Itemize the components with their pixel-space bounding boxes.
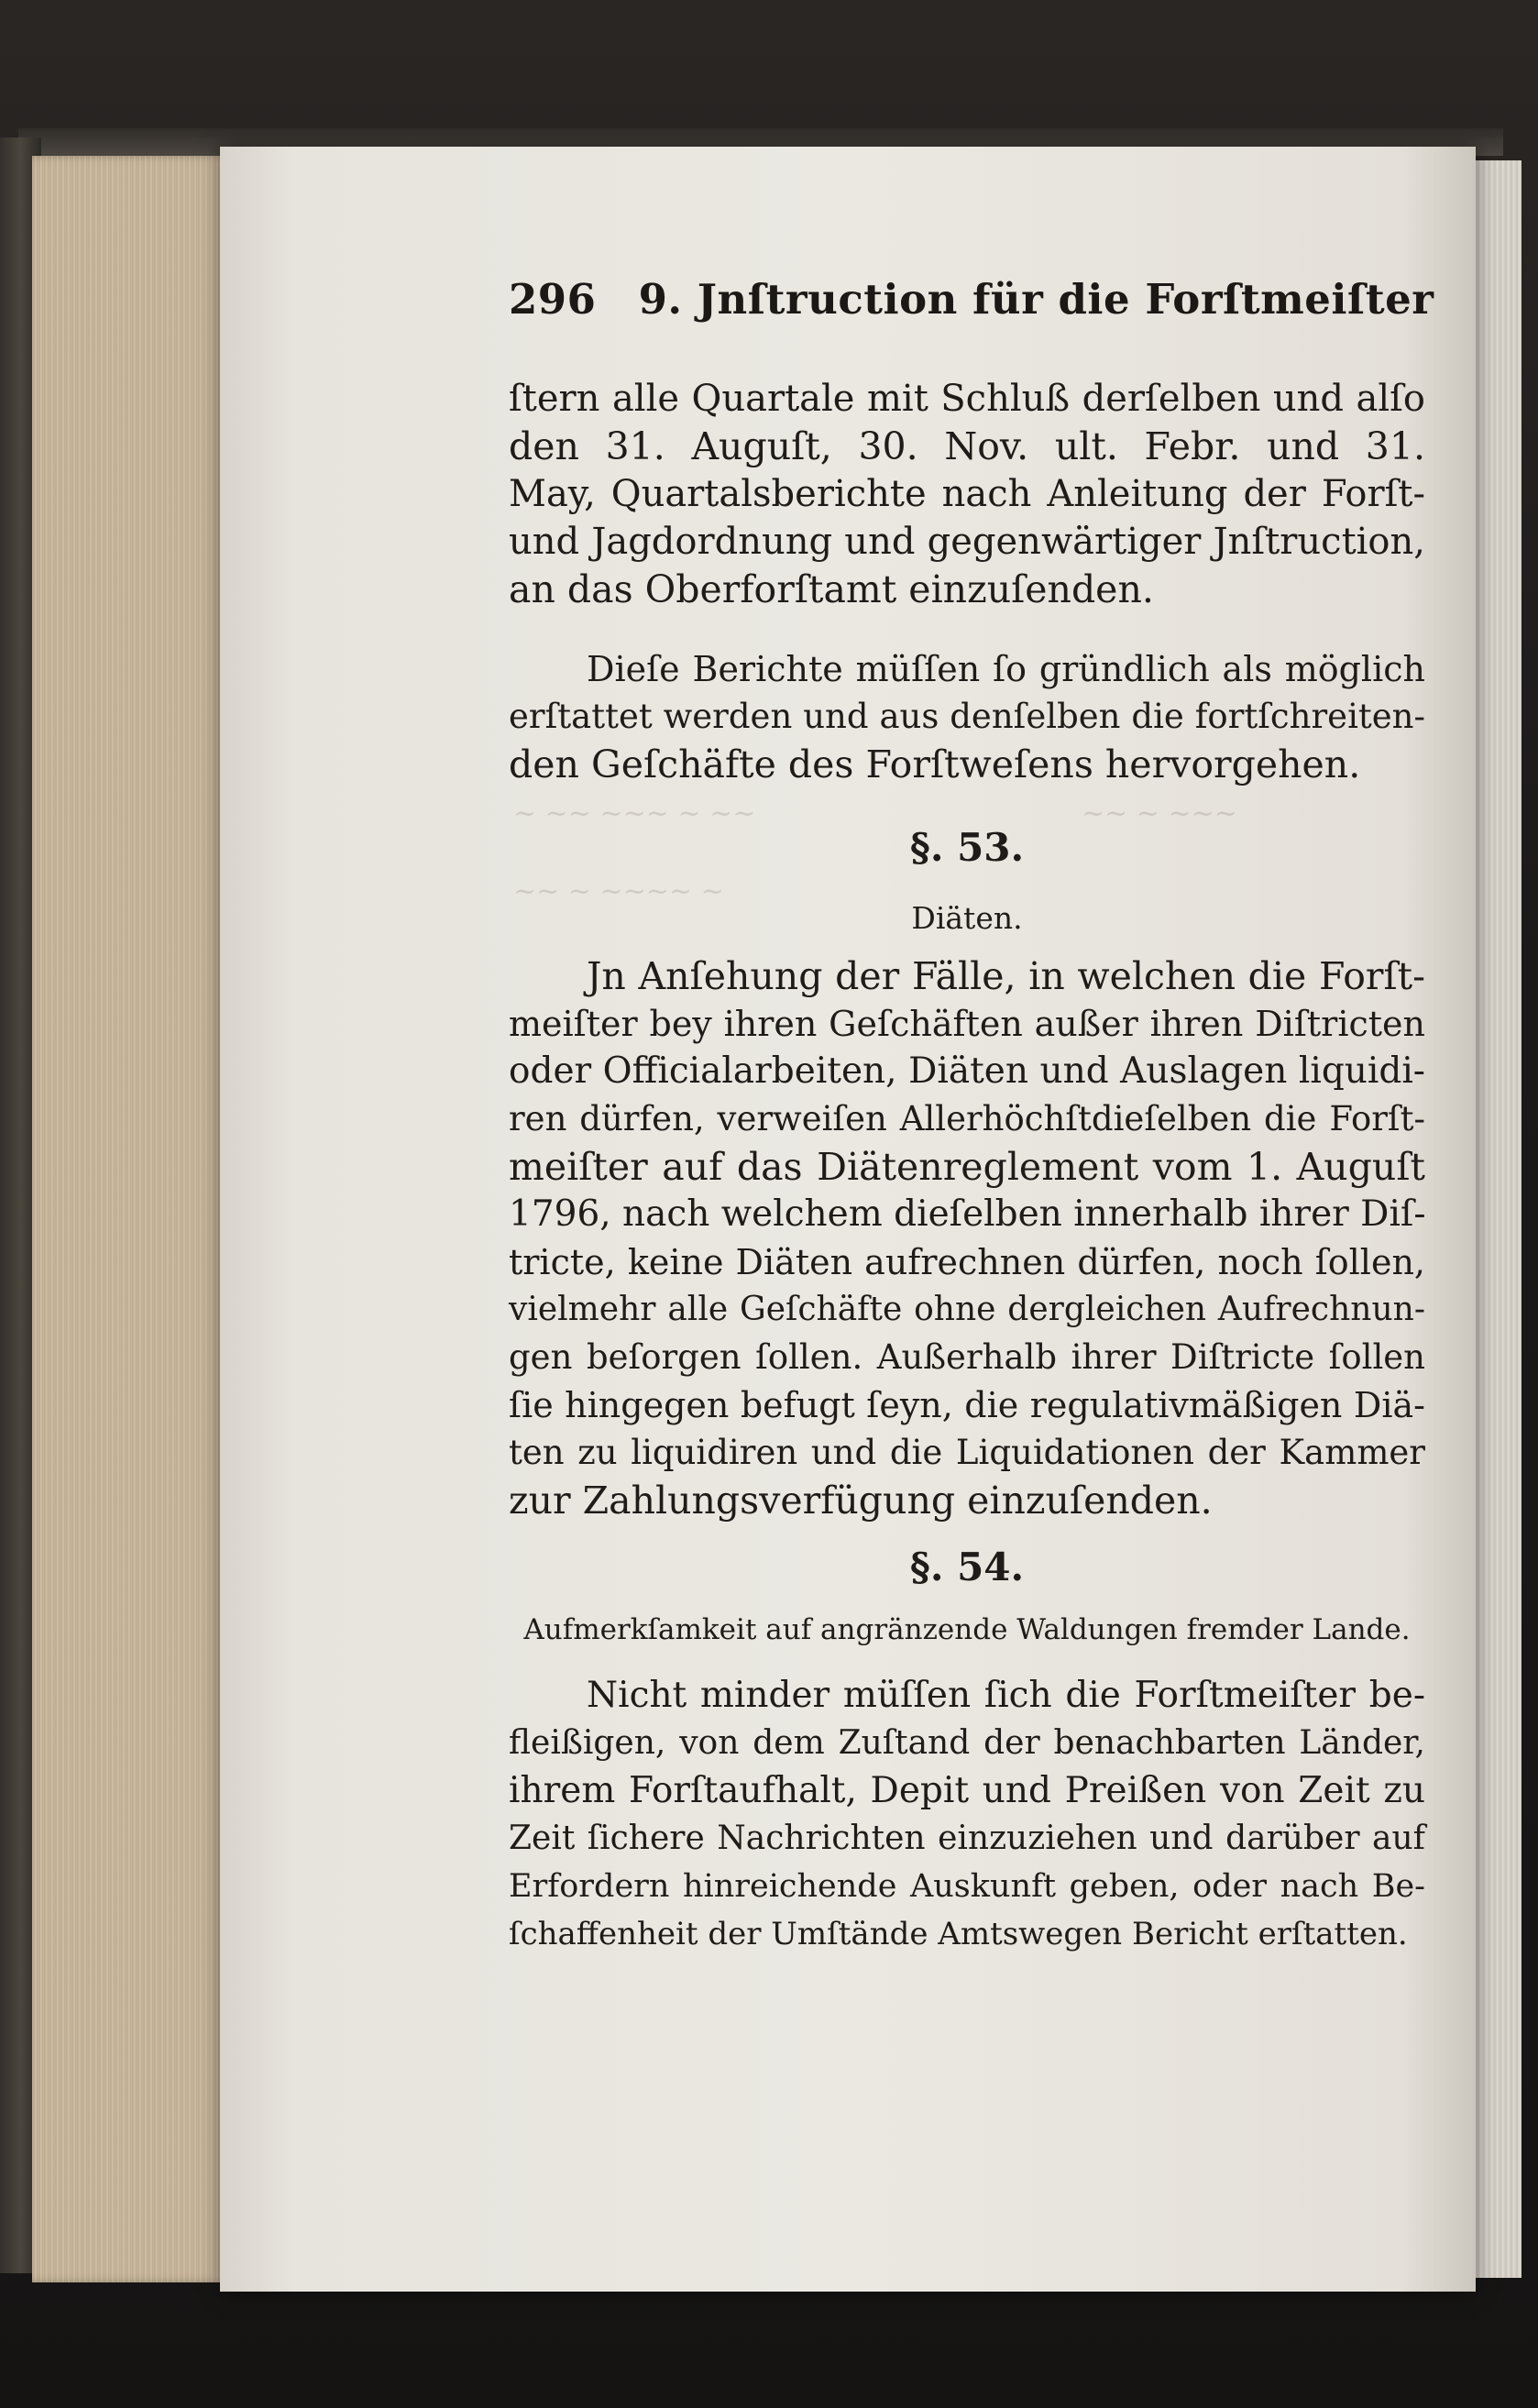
section-53-number: §. 53. — [909, 825, 1025, 870]
facing-page-edges — [1476, 160, 1522, 2278]
bleed-through-mark: ~~ ~ ~~~ — [1082, 797, 1237, 830]
section-54-line: ihrem Forſtaufhalt, Depit und Preißen von Zeit zu — [509, 1770, 1425, 1811]
section-53-line: zur Zahlungsverfügung einzuſenden. — [509, 1479, 1213, 1523]
page-number: 296 — [509, 275, 597, 324]
section-53-line: vielmehr alle Geſchäfte ohne dergleichen Aufrechnun- — [509, 1291, 1425, 1328]
section-53-line: ten zu liquidiren und die Liquidationen der Kammer — [509, 1433, 1425, 1472]
section-53-line: Jn Anſehung der Fälle, in welchen die Forſt- — [587, 954, 1425, 998]
section-54-line: Nicht minder müſſen ſich die Forſtmeiſter be- — [587, 1675, 1425, 1716]
section-53-line: meiſter bey ihren Geſchäften außer ihren Diſtricten — [509, 1004, 1425, 1044]
paragraph-1-line: May, Quartalsberichte nach Anleitung der Forſt- — [509, 473, 1425, 515]
section-53-line: ſie hingegen befugt ſeyn, die regulativmäßigen Diä- — [509, 1385, 1425, 1425]
paragraph-2-line: den Geſchäfte des Forſtweſens hervorgehen. — [509, 742, 1361, 786]
section-53-line: gen beſorgen ſollen. Außerhalb ihrer Diſtricte ſollen — [509, 1337, 1425, 1377]
bleed-through-mark: ~~ ~ ~~~~ ~ — [513, 875, 724, 907]
section-54-line: fleißigen, von dem Zuſtand der benachbarten Länder, — [509, 1724, 1425, 1762]
section-54-line: Zeit ſichere Nachrichten einzuziehen und darüber auf — [509, 1820, 1425, 1857]
paragraph-2-line: erſtattet werden und aus denſelben die fortſchreiten- — [509, 697, 1425, 736]
section-54-line: ſchaffenheit der Umſtände Amtswegen Bericht erſtatten. — [509, 1916, 1408, 1952]
paragraph-1-line: ſtern alle Quartale mit Schluß derſelben und alſo — [509, 378, 1425, 420]
section-54-line: Erfordern hinreichende Auskunft geben, oder nach Be- — [509, 1868, 1425, 1905]
running-head — [509, 275, 1434, 348]
section-53-line: oder Officialarbeiten, Diäten und Auslagen liquidi- — [509, 1050, 1425, 1092]
paragraph-2-line: Dieſe Berichte müſſen ſo gründlich als möglich — [587, 649, 1425, 689]
section-53-title: Diäten. — [911, 900, 1023, 936]
paragraph-1-line: an das Oberforſtamt einzuſenden. — [509, 567, 1154, 611]
paragraph-1-line: den 31. Auguſt, 30. Nov. ult. Febr. und 31. — [509, 424, 1425, 468]
section-54-title: Aufmerkſamkeit auf angränzende Waldungen fremder Lande. — [523, 1613, 1411, 1646]
running-title: 9. Jnſtruction für die Forſtmeiſter — [638, 275, 1434, 324]
section-54-number: §. 54. — [909, 1545, 1025, 1589]
section-53-line: tricte, keine Diäten aufrechnen dürfen, noch ſollen, — [509, 1242, 1425, 1282]
section-53-line: meiſter auf das Diätenreglement vom 1. Auguſt — [509, 1145, 1425, 1189]
section-53-line: 1796, nach welchem dieſelben innerhalb ihrer Diſ- — [509, 1193, 1426, 1235]
paragraph-1-line: und Jagdordnung und gegenwärtiger Jnſtruction, — [509, 521, 1425, 563]
section-53-line: ren dürfen, verweiſen Allerhöchſtdieſelben die Forſt- — [509, 1099, 1425, 1138]
bleed-through-mark: ~ ~~ ~~~ ~ ~~ — [513, 797, 756, 830]
